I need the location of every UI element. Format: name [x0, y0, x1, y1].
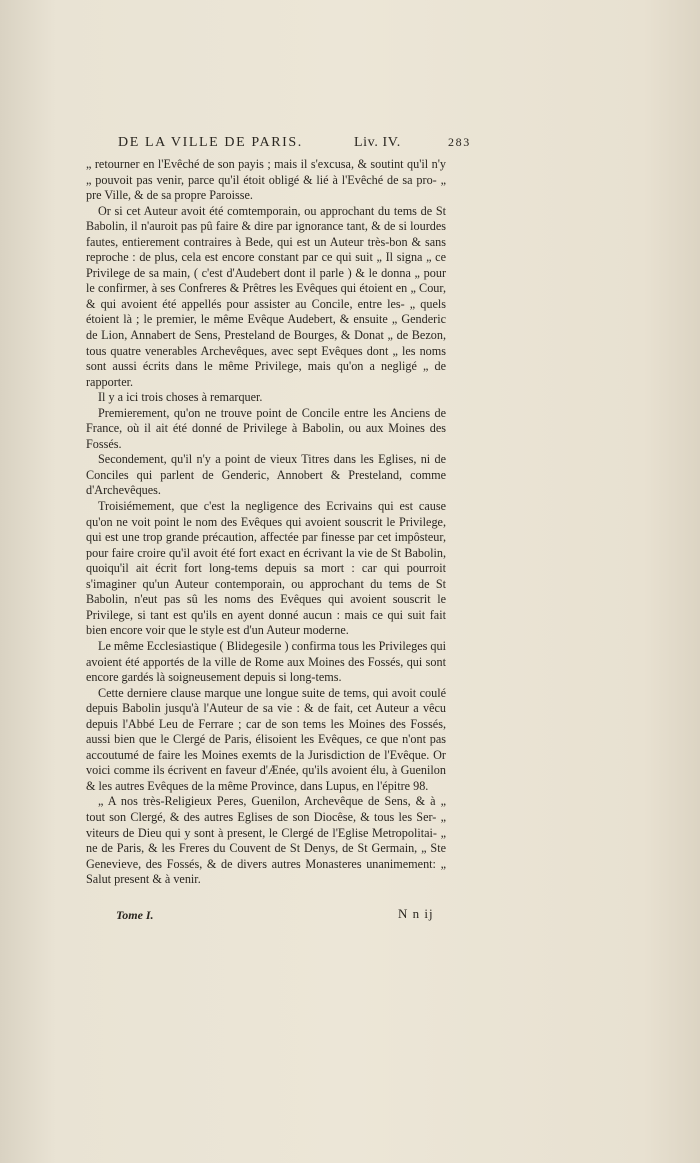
- paragraph-7: Le même Ecclesiastique ( Blidegesile ) confirma tous les Privileges qui avoient été apportés de la ville de Rome aux Moines des Fossés, qui sont encore gardés là soigneusement depuis si long-tems.: [86, 638, 446, 685]
- header-livre: Liv. IV.: [354, 135, 401, 150]
- paragraph-3: Il y a ici trois choses à remarquer.: [98, 390, 263, 405]
- header-title: DE LA VILLE DE PARIS.: [118, 135, 303, 150]
- paragraph-6: Troisiémement, que c'est la negligence des Ecrivains qui est cause qu'on ne voit point le nom des Evêques qui avoient souscrit le Privilege, qui est une trop grande précaution, affectée par finesse par cet impôsteur, pour faire croire qu'il avoit été fort exact en écrivant la vie de St Babolin, quoiqu'il ait écrit fort long-tems depuis sa mort : car qui pourroit s'imaginer qu'un Auteur contemporain, ou approchant du tems de St Babolin, n'eut pas sû les noms des Evêques qui avoient souscrit le Privilege, si tant est qu'ils en ayent donné aucun : mais ce qui suit fait bien encore voir que le style est d'un Auteur moderne.: [86, 499, 446, 638]
- running-header: [118, 135, 471, 151]
- body-text: [86, 157, 446, 888]
- paragraph-5: Secondement, qu'il n'y a point de vieux Titres dans les Eglises, ni de Conciles qui parlent de Genderic, Annobert & Presteland, comme d'Archevêques.: [86, 452, 446, 498]
- paragraph-1: „ retourner en l'Evêché de son payis ; mais il s'excusa, & soutint qu'il n'y „ pouvoit pas venir, parce qu'il étoit obligé & lié à l'Evêché de sa pro- „ pre Ville, & de sa propre Paroisse.: [86, 157, 446, 203]
- paragraph-2: Or si cet Auteur avoit été comtemporain, ou approchant du tems de St Babolin, il n'auroit pas pû faire & dire par ignorance tant, & de si lourdes fautes, entierement contraires à Bede, qui est un Auteur très-bon & sans reproche : de plus, cela est encore constant par ce qui suit „ Il signa „ ce Privilege de sa main, ( c'est d'Audebert dont il parle ) & le donna „ pour le confirmer, à ses Confreres & Prêtres les Evêques qui étoient en „ Cour, & qui avoient été appellés pour assister au Concile, entre les- „ quels étoient là ; le premier, le même Evêque Audebert, & ensuite „ Genderic de Lion, Annabert de Sens, Presteland de Bourges, & Donat „ de Bezon, tous quatre venerables Archevêques, avec sept Evêques dont „ les noms sont aussi écrits dans le même Privilege, mais qu'on a negligé „ de rapporter.: [86, 203, 446, 389]
- paragraph-8: Cette derniere clause marque une longue suite de tems, qui avoit coulé depuis Babolin jusqu'à l'Auteur de sa vie : & de fait, cet Auteur a vêcu depuis l'Abbé Leu de Ferrare ; car de son tems les Moines des Fossés, aussi bien que le Clergé de Paris, élisoient les Evêques, ce que n'ont pas accoutumé de faire les Moines exemts de la Jurisdiction de l'Evêque. Or voici comme ils écrivent en faveur d'Ænée, qu'ils avoient élu, à Guenilon & les autres Evêques de la même Province, dans Lupus, en l'épitre 98.: [86, 685, 446, 793]
- page-number: 283: [448, 135, 471, 149]
- footer-signature: N n ij: [398, 906, 434, 921]
- paragraph-4: Premierement, qu'on ne trouve point de Concile entre les Anciens de France, où il ait été donné de Privilege à Babolin, ou aux Moines des Fossés.: [86, 405, 446, 451]
- paragraph-9: „ A nos très-Religieux Peres, Guenilon, Archevêque de Sens, & à „ tout son Clergé, & des autres Eglises de son Diocêse, & tous les Ser- „ viteurs de Dieu qui y sont à present, le Clergé de l'Eglise Metropolitai- „ ne de Paris, & les Freres du Couvent de St Denys, de St Germain, „ Ste Genevieve, des Fossés, & de divers autres Monasteres unanimement: „ Salut present & à venir.: [86, 794, 446, 887]
- footer-tome: Tome I.: [116, 908, 154, 922]
